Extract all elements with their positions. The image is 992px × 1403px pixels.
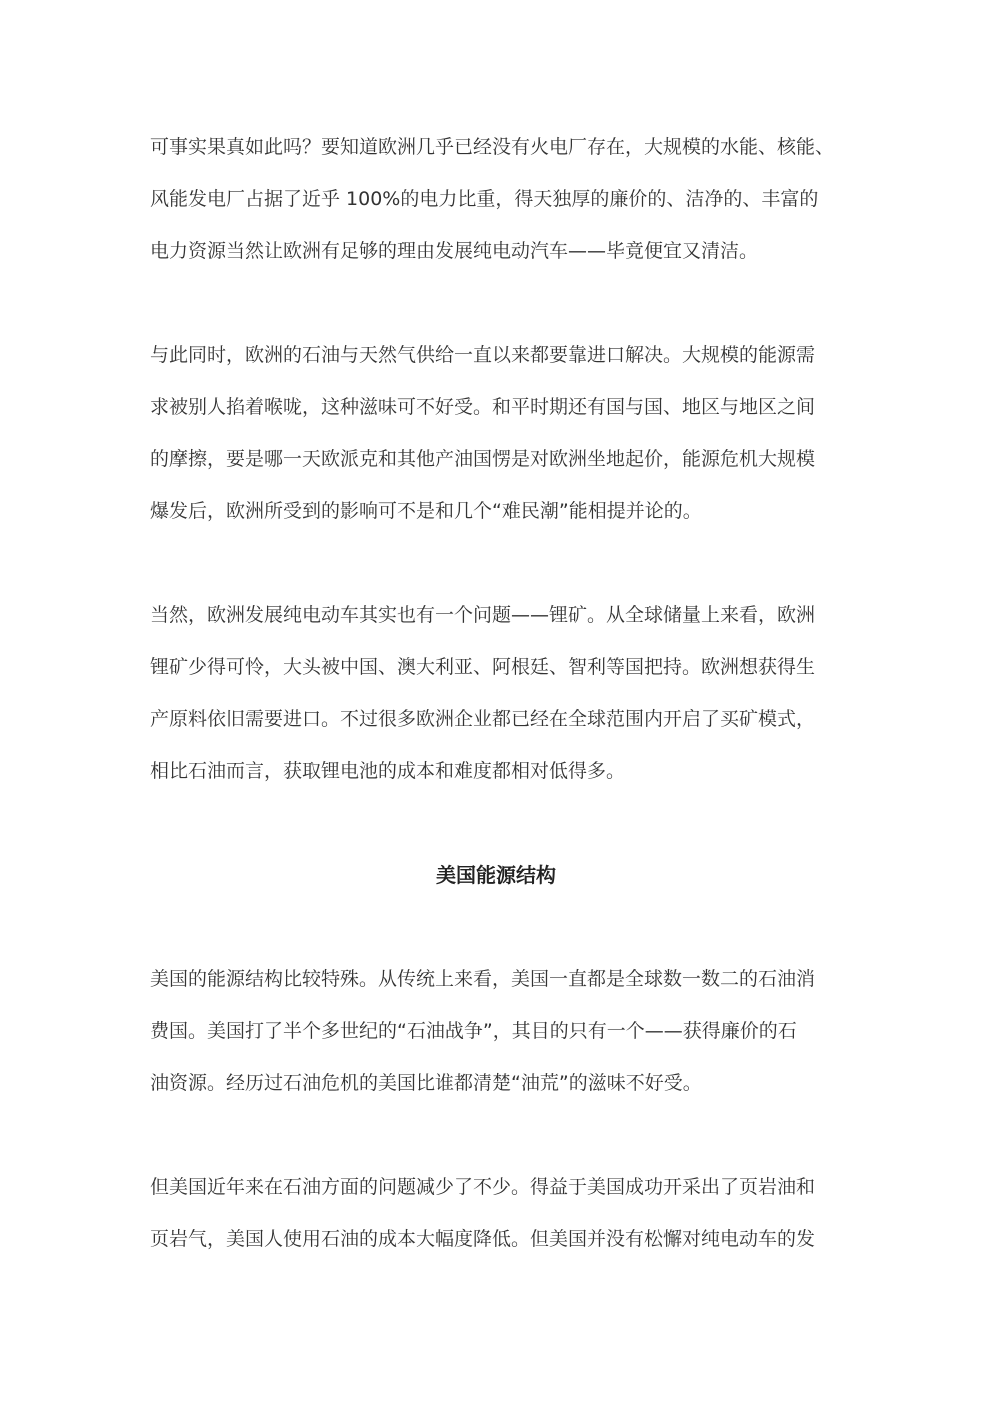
text-line: 费国。美国打了半个多世纪的“石油战争”，其目的只有一个——获得廉价的石: [150, 1020, 797, 1042]
text-line: 的摩擦，要是哪一天欧派克和其他产油国愣是对欧洲坐地起价，能源危机大规模: [150, 448, 816, 470]
text-line: 产原料依旧需要进口。不过很多欧洲企业都已经在全球范围内开启了买矿模式，: [150, 708, 816, 730]
text-line: 爆发后，欧洲所受到的影响可不是和几个“难民潮”能相提并论的。: [150, 500, 702, 522]
text-line: 相比石油而言，获取锂电池的成本和难度都相对低得多。: [150, 760, 626, 782]
text-line: 锂矿少得可怜，大头被中国、澳大利亚、阿根廷、智利等国把持。欧洲想获得生: [150, 656, 816, 678]
text-line: 油资源。经历过石油危机的美国比谁都清楚“油荒”的滋味不好受。: [150, 1072, 702, 1094]
text-line: 求被别人掐着喉咙，这种滋味可不好受。和平时期还有国与国、地区与地区之间: [150, 396, 816, 418]
text-line: 美国的能源结构比较特殊。从传统上来看，美国一直都是全球数一数二的石油消: [150, 968, 816, 990]
text-line: 当然，欧洲发展纯电动车其实也有一个问题——锂矿。从全球储量上来看，欧洲: [150, 604, 816, 626]
text-line: 页岩气，美国人使用石油的成本大幅度降低。但美国并没有松懈对纯电动车的发: [150, 1228, 816, 1250]
text-line: 但美国近年来在石油方面的问题减少了不少。得益于美国成功开采出了页岩油和: [150, 1176, 816, 1198]
text-line: 风能发电厂占据了近乎 100%的电力比重，得天独厚的廉价的、洁净的、丰富的: [150, 188, 819, 210]
section-heading: 美国能源结构: [436, 863, 556, 887]
text-line: 与此同时，欧洲的石油与天然气供给一直以来都要靠进口解决。大规模的能源需: [150, 344, 816, 366]
text-line: 可事实果真如此吗？要知道欧洲几乎已经没有火电厂存在，大规模的水能、核能、: [150, 136, 835, 158]
text-line: 电力资源当然让欧洲有足够的理由发展纯电动汽车——毕竟便宜又清洁。: [150, 240, 759, 262]
